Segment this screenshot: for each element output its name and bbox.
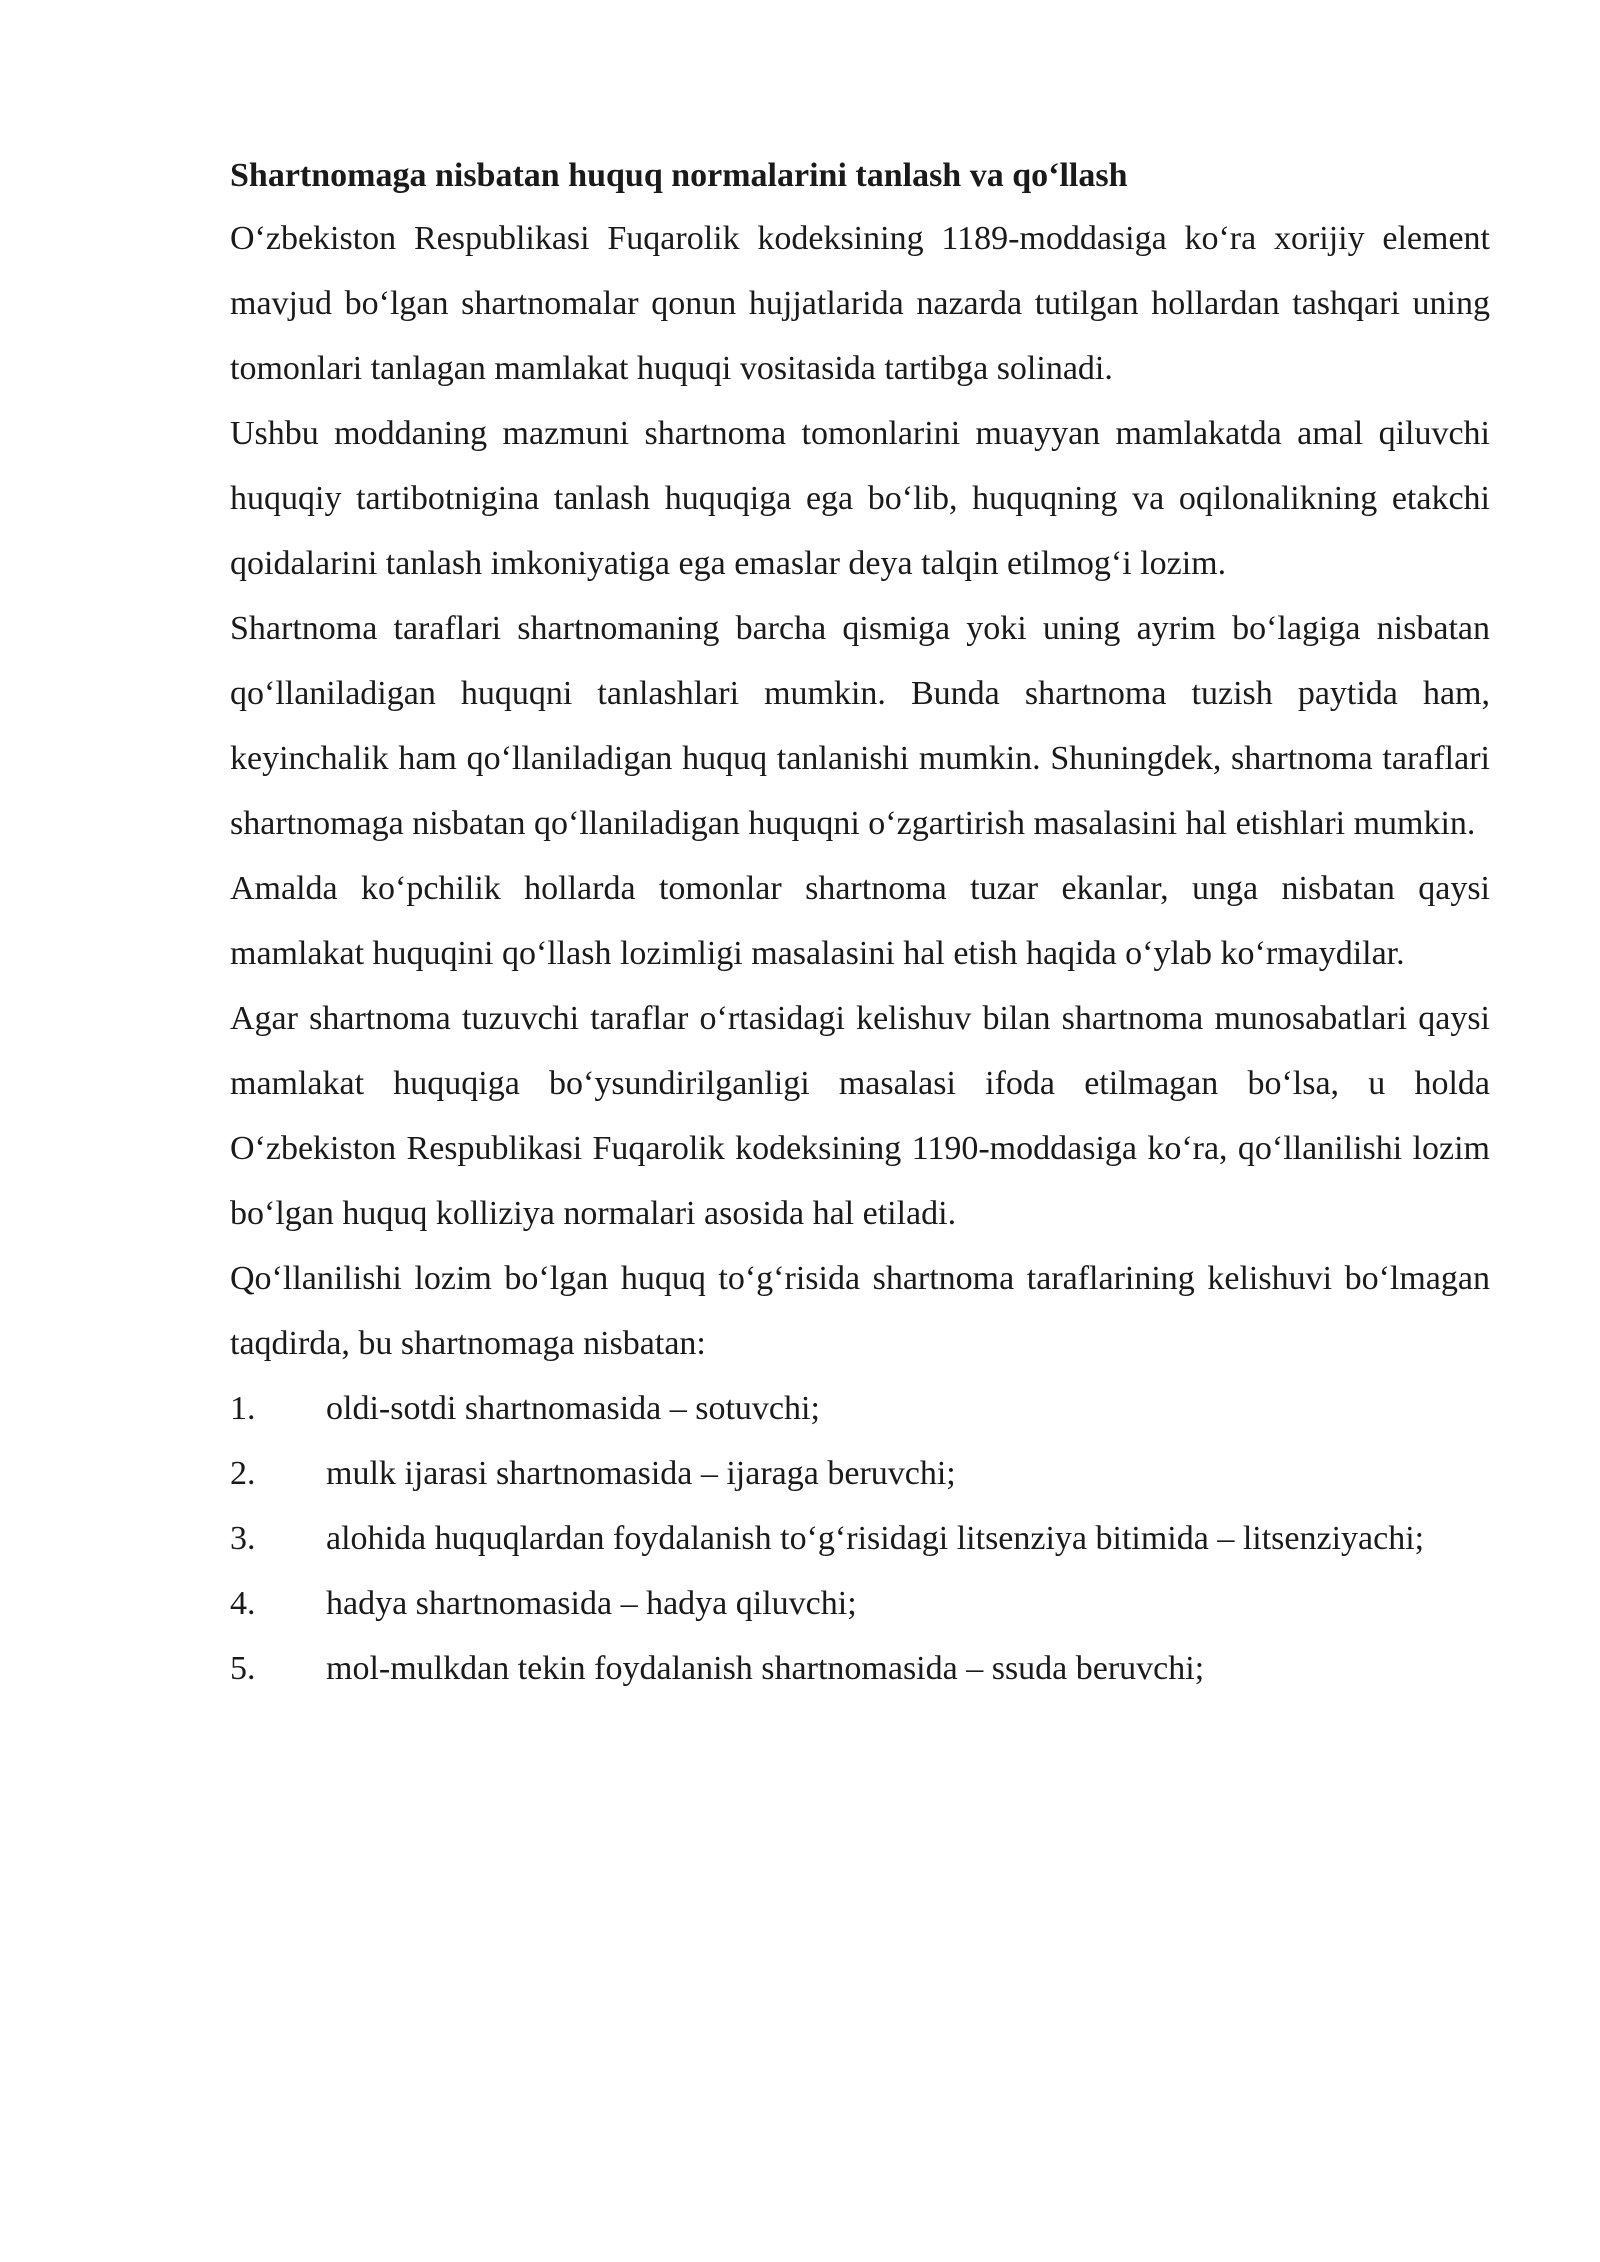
list-item-number: 1. [230, 1390, 256, 1427]
list-item-text: mulk ijarasi shartnomasida – ijaraga beruvchi; [326, 1455, 956, 1492]
list-item-number: 5. [230, 1650, 256, 1687]
paragraph-5: Agar shartnoma tuzuvchi taraflar o‘rtasidagi kelishuv bilan shartnoma munosabatlari qaysi mamlakat huquqiga bo‘ysundirilganligi masalasi ifoda etilmagan bo‘lsa, u holda O‘zbekiston Respublikasi Fuqarolik kodeksining 1190-moddasiga ko‘ra, qo‘llanilishi lozim bo‘lgan huquq kolliziya normalari asosida hal etiladi. [230, 1000, 1490, 1232]
list-item [230, 1506, 1490, 1571]
numbered-list [230, 1376, 1490, 1701]
list-item-text: oldi-sotdi shartnomasida – sotuvchi; [326, 1390, 820, 1427]
list-item [230, 1571, 1490, 1636]
list-item-text: alohida huquqlardan foydalanish to‘g‘risidagi litsenziya bitimida – litsenziyachi; [326, 1520, 1425, 1557]
paragraph-2: Ushbu moddaning mazmuni shartnoma tomonlarini muayyan mamlakatda amal qiluvchi huquqiy tartibotnigina tanlash huquqiga ega bo‘lib, huquqning va oqilonalikning etakchi qoidalarini tanlash imkoniyatiga ega emaslar deya talqin etilmog‘i lozim. [230, 415, 1490, 582]
list-item-number: 3. [230, 1520, 256, 1557]
list-item-number: 2. [230, 1455, 256, 1492]
document-title: Shartnomaga nisbatan huquq normalarini tanlash va qo‘llash [230, 157, 1128, 194]
list-item-text: mol-mulkdan tekin foydalanish shartnomasida – ssuda beruvchi; [326, 1650, 1205, 1687]
paragraph-4: Amalda ko‘pchilik hollarda tomonlar shartnoma tuzar ekanlar, unga nisbatan qaysi mamlakat huquqini qo‘llash lozimligi masalasini hal etish haqida o‘ylab ko‘rmaydilar. [230, 870, 1490, 972]
list-item-text: hadya shartnomasida – hadya qiluvchi; [326, 1585, 857, 1622]
paragraph-3: Shartnoma taraflari shartnomaning barcha qismiga yoki uning ayrim bo‘lagiga nisbatan qo‘llaniladigan huquqni tanlashlari mumkin. Bunda shartnoma tuzish paytida ham, keyinchalik ham qo‘llaniladigan huquq tanlanishi mumkin. Shuningdek, shartnoma taraflari shartnomaga nisbatan qo‘llaniladigan huquqni o‘zgartirish masalasini hal etishlari mumkin. [230, 610, 1490, 842]
list-item [230, 1441, 1490, 1506]
list-item [230, 1376, 1490, 1441]
document-page [230, 146, 1490, 1701]
paragraph-6: Qo‘llanilishi lozim bo‘lgan huquq to‘g‘risida shartnoma taraflarining kelishuvi bo‘lmagan taqdirda, bu shartnomaga nisbatan: [230, 1260, 1490, 1362]
list-item [230, 1636, 1490, 1701]
paragraph-1: O‘zbekiston Respublikasi Fuqarolik kodeksining 1189-moddasiga ko‘ra xorijiy element mavjud bo‘lgan shartnomalar qonun hujjatlarida nazarda tutilgan hollardan tashqari uning tomonlari tanlagan mamlakat huquqi vositasida tartibga solinadi. [230, 220, 1490, 387]
list-item-number: 4. [230, 1585, 256, 1622]
